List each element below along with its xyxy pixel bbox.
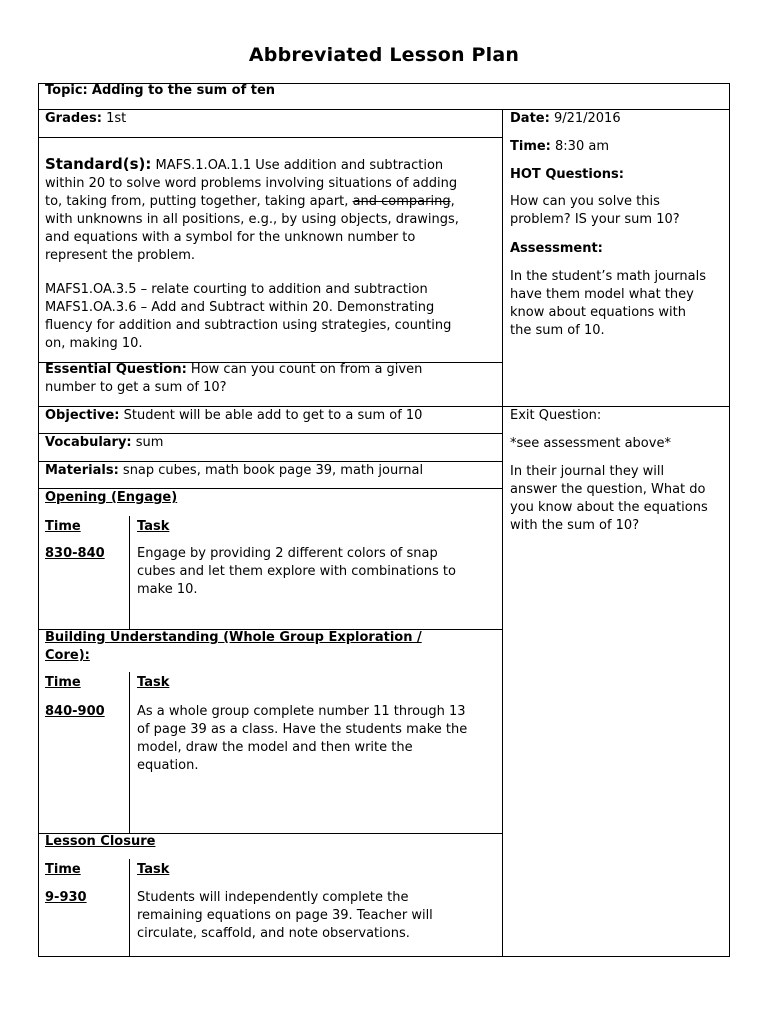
vocabulary-value: sum <box>135 435 164 450</box>
time-header: Time <box>45 519 81 534</box>
time-label: Time: <box>510 139 551 154</box>
objective-row <box>45 407 422 425</box>
materials-label: Materials: <box>45 463 119 478</box>
time-column-divider <box>129 516 130 629</box>
standards-extra <box>45 281 500 353</box>
journal-line: In their journal they will <box>510 464 665 479</box>
page-title: Abbreviated Lesson Plan <box>248 44 520 66</box>
task-header: Task <box>137 519 170 534</box>
task-line: remaining equations on page 39. Teacher will <box>137 908 433 923</box>
journal-line: you know about the equations <box>510 500 708 515</box>
task-line: equation. <box>137 758 199 773</box>
date-row <box>510 110 621 128</box>
essential-question-text: number to get a sum of 10? <box>45 380 227 395</box>
time-column-divider <box>129 859 130 957</box>
topic-value: Adding to the sum of ten <box>91 83 276 98</box>
hot-questions-label: HOT Questions: <box>510 167 624 182</box>
assessment-text <box>510 268 706 340</box>
row-divider <box>38 137 503 138</box>
journal-question <box>510 463 708 535</box>
assessment-line: have them model what they <box>510 287 694 302</box>
standards-line: MAFS.1.OA.1.1 Use addition and subtraction <box>155 158 444 173</box>
time-value: 8:30 am <box>555 139 609 154</box>
struck-text: and comparing <box>352 194 451 209</box>
grades-value: 1st <box>106 111 127 126</box>
date-value: 9/21/2016 <box>553 111 621 126</box>
closure-heading: Lesson Closure <box>45 834 156 849</box>
standards-line: fluency for addition and subtraction using strategies, counting <box>45 318 452 333</box>
objective-value: Student will be able add to get to a sum of 10 <box>123 408 423 423</box>
assessment-label: Assessment: <box>510 241 603 256</box>
essential-question <box>45 361 500 397</box>
task-header: Task <box>137 862 170 877</box>
essential-question-label: Essential Question: <box>45 362 187 377</box>
task-header: Task <box>137 675 170 690</box>
materials-value: snap cubes, math book page 39, math journal <box>122 463 424 478</box>
assessment-line: the sum of 10. <box>510 323 605 338</box>
journal-line: with the sum of 10? <box>510 518 640 533</box>
essential-question-text: How can you count on from a given <box>190 362 423 377</box>
assessment-line: In the student’s math journals <box>510 269 707 284</box>
building-heading-line: Core): <box>45 648 90 663</box>
row-divider <box>38 109 730 110</box>
task-line: of page 39 as a class. Have the students make the <box>137 722 468 737</box>
standards-line: MAFS1.OA.3.5 – relate courting to addition and subtraction <box>45 282 428 297</box>
journal-line: answer the question, What do <box>510 482 706 497</box>
building-heading-line: Building Understanding (Whole Group Exploration / <box>45 630 422 645</box>
vocabulary-row <box>45 434 163 452</box>
topic-label: Topic: <box>45 83 88 98</box>
standards-label: Standard(s): <box>45 155 152 173</box>
objective-label: Objective: <box>45 408 120 423</box>
task-line: As a whole group complete number 11 through 13 <box>137 704 466 719</box>
hot-questions <box>510 193 680 229</box>
standards-line: with unknowns in all positions, e.g., by using objects, drawings, <box>45 212 459 227</box>
grades-row <box>45 110 126 128</box>
time-header: Time <box>45 862 81 877</box>
standards-line: represent the problem. <box>45 248 195 263</box>
time-column-divider <box>129 672 130 833</box>
standards-line: to, taking from, putting together, taking apart, <box>45 194 349 209</box>
column-divider <box>502 109 503 957</box>
date-label: Date: <box>510 111 550 126</box>
standards-block <box>45 155 500 265</box>
struck-suffix: , <box>450 194 455 209</box>
hot-line: How can you solve this <box>510 194 660 209</box>
building-task <box>137 703 467 775</box>
task-line: Engage by providing 2 different colors of snap <box>137 546 438 561</box>
standards-line: and equations with a symbol for the unknown number to <box>45 230 416 245</box>
assessment-line: know about equations with <box>510 305 686 320</box>
closure-time: 9-930 <box>45 890 87 905</box>
time-row <box>510 138 609 156</box>
standards-line: MAFS1.OA.3.6 – Add and Subtract within 20. Demonstrating <box>45 300 435 315</box>
opening-heading: Opening (Engage) <box>45 490 178 505</box>
see-assessment-note: *see assessment above* <box>510 436 671 451</box>
task-line: Students will independently complete the <box>137 890 409 905</box>
task-line: circulate, scaffold, and note observations. <box>137 926 410 941</box>
standards-line: on, making 10. <box>45 336 143 351</box>
topic-row <box>45 82 275 100</box>
materials-row <box>45 462 423 480</box>
grades-label: Grades: <box>45 111 102 126</box>
closure-task <box>137 889 433 943</box>
task-line: make 10. <box>137 582 198 597</box>
task-line: cubes and let them explore with combinations to <box>137 564 456 579</box>
building-heading <box>45 629 422 665</box>
hot-line: problem? IS your sum 10? <box>510 212 680 227</box>
standards-line: within 20 to solve word problems involving situations of adding <box>45 176 458 191</box>
opening-task <box>137 545 456 599</box>
vocabulary-label: Vocabulary: <box>45 435 132 450</box>
task-line: model, draw the model and then write the <box>137 740 413 755</box>
building-time: 840-900 <box>45 704 105 719</box>
opening-time: 830-840 <box>45 546 105 561</box>
exit-question-label: Exit Question: <box>510 408 602 423</box>
time-header: Time <box>45 675 81 690</box>
